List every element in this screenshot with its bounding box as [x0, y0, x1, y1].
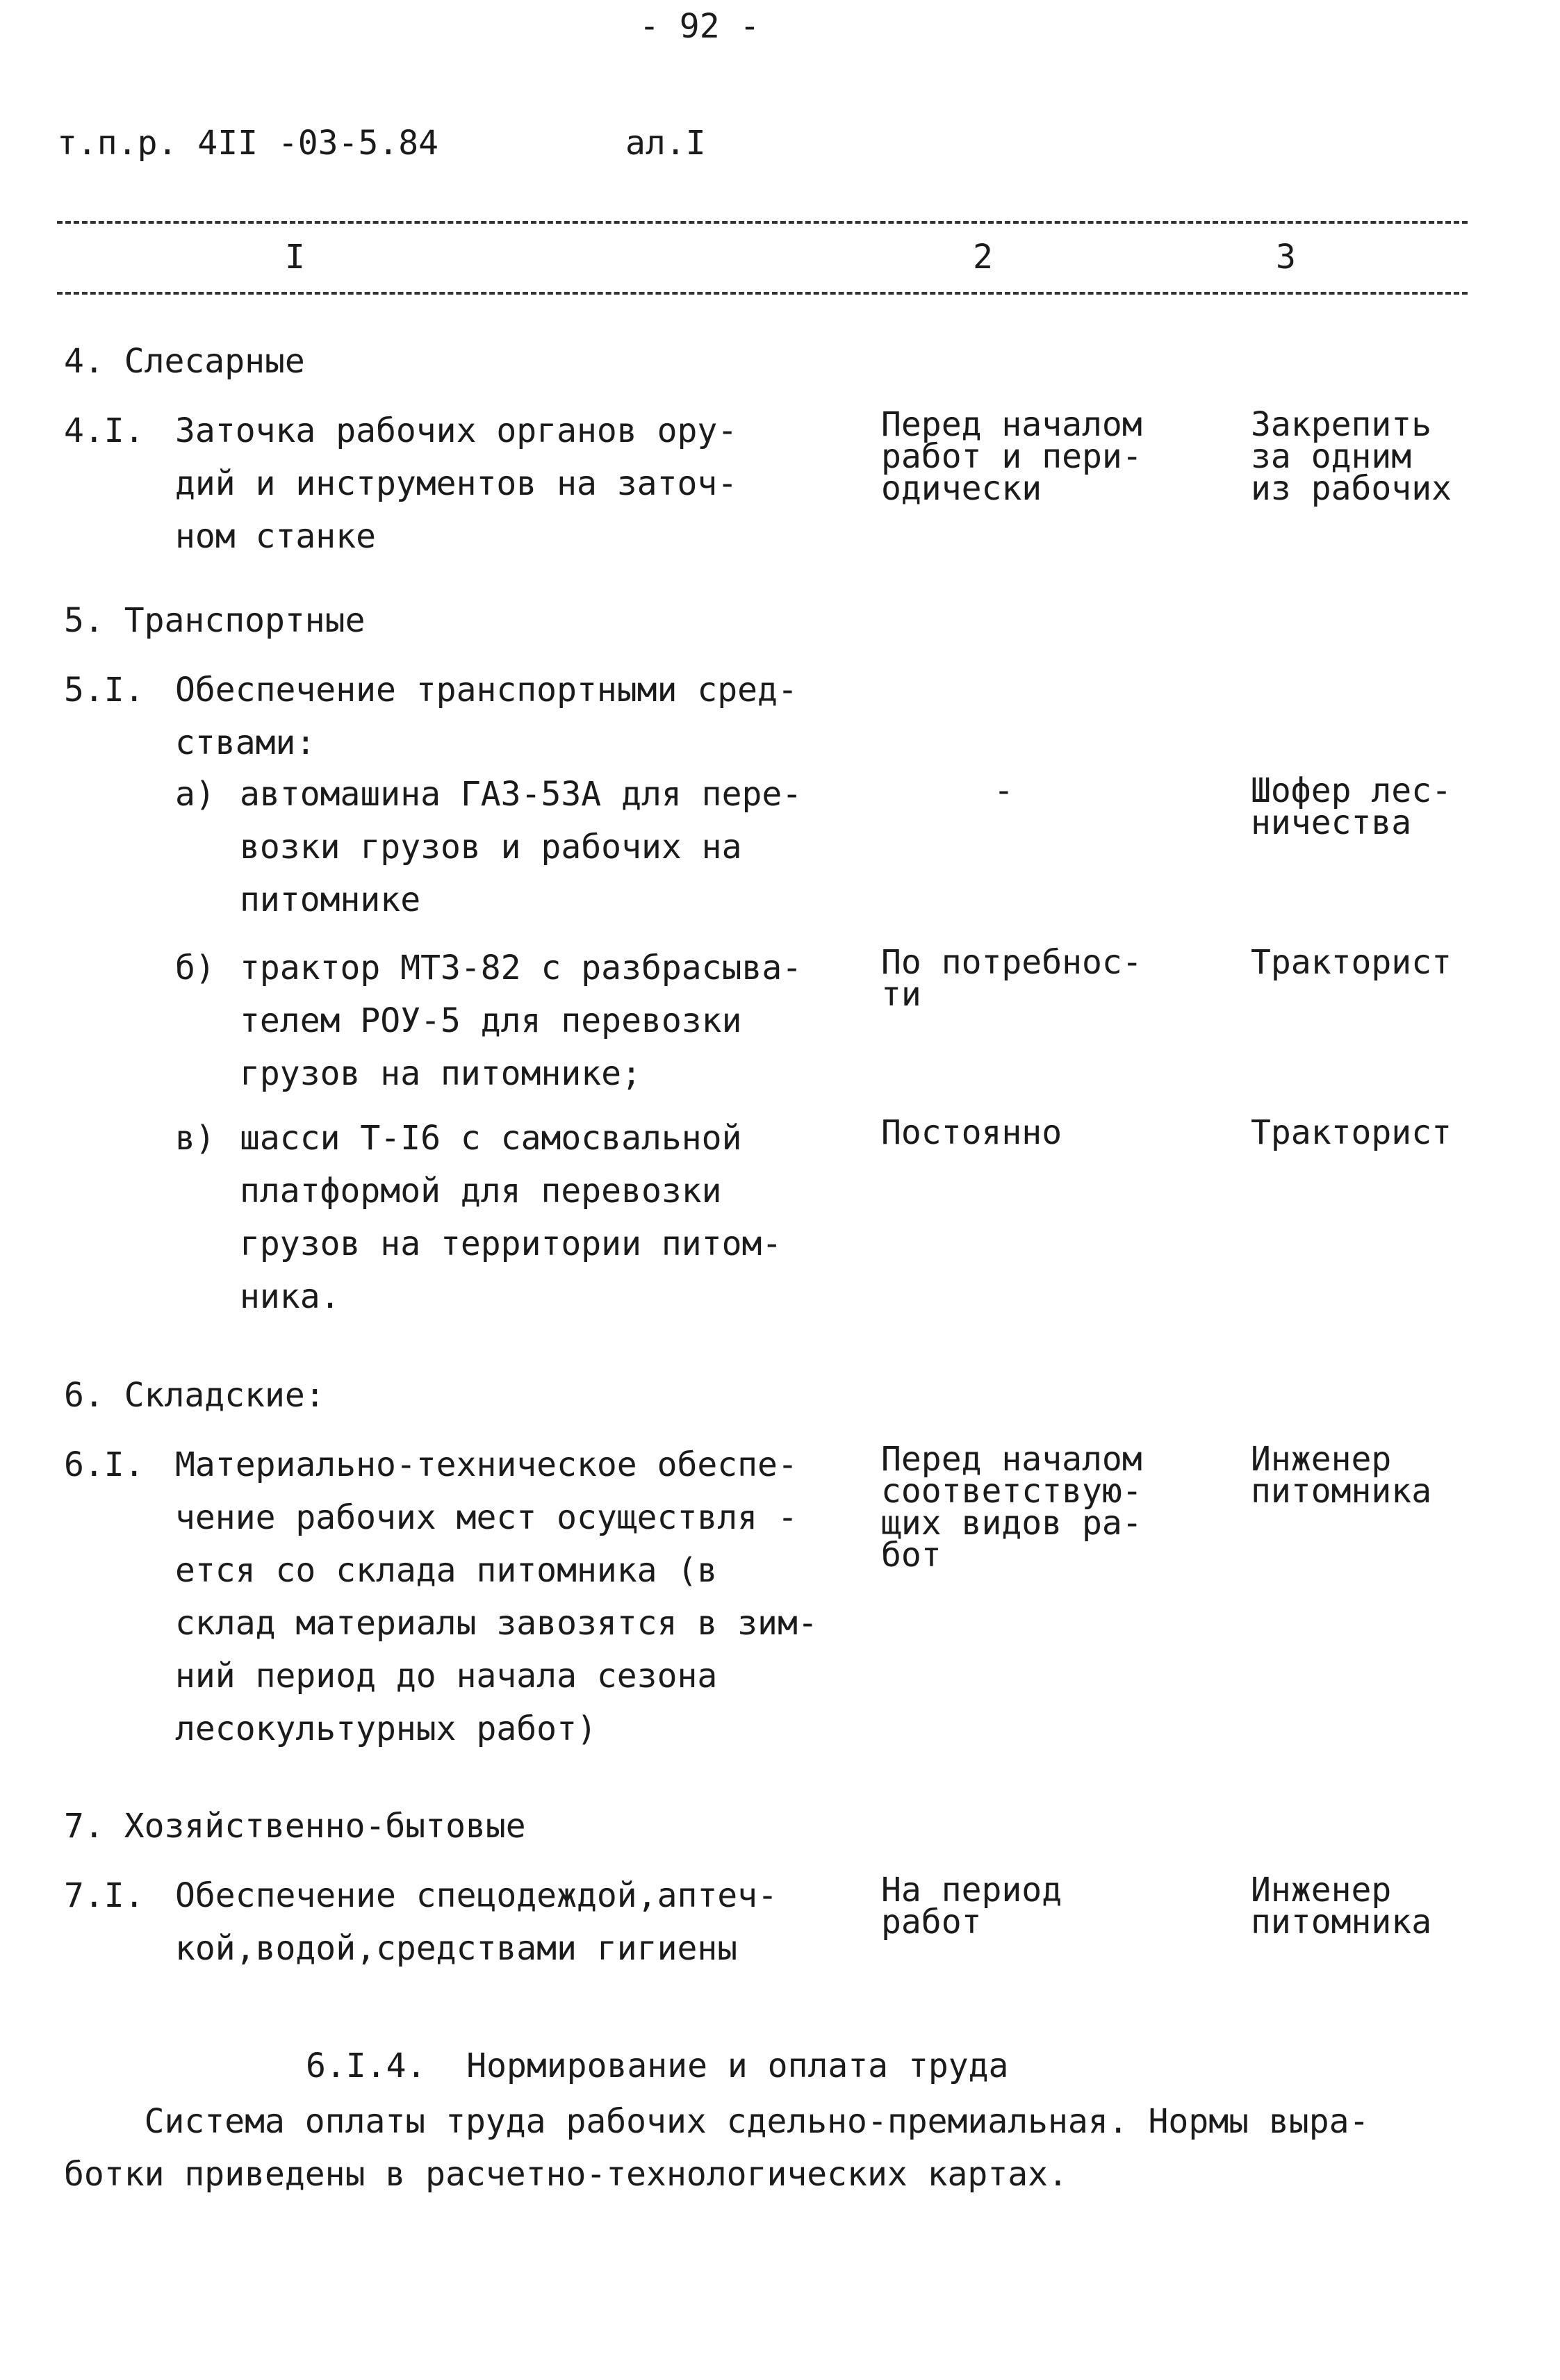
- responsible: Инженер питомника: [1251, 1440, 1432, 1511]
- item-marker: б): [175, 949, 215, 987]
- work-description: Обеспечение спецодеждой,аптеч- кой,водой,средствами гигиены: [175, 1876, 778, 1968]
- row-number: 4.I.: [64, 411, 145, 450]
- body-paragraph: Система оплаты труда рабочих сдельно-премиальная. Нормы выра- ботки приведены в расчетно-технологических картах.: [64, 2102, 1370, 2194]
- responsible: Закрепить за одним из рабочих: [1251, 405, 1452, 508]
- work-description: трактор МТЗ-82 с разбрасыва- телем РОУ-5 для перевозки грузов на питомнике;: [240, 949, 803, 1093]
- work-description: Обеспечение транспортными сред- ствами:: [175, 671, 798, 762]
- row-number: 5.I.: [64, 671, 145, 709]
- work-description: автомашина ГАЗ-53А для пере- возки грузов и рабочих на питомнике: [240, 775, 803, 919]
- timing: На период работ: [881, 1871, 1062, 1942]
- item-marker: в): [175, 1119, 215, 1158]
- timing: Перед началом соответствую- щих видов ра- бот: [881, 1440, 1142, 1575]
- responsible: Тракторист: [1251, 943, 1452, 982]
- table-top-rule: [57, 221, 1468, 224]
- responsible: Шофер лес- ничества: [1251, 771, 1452, 842]
- section-4-title: 4. Слесарные: [64, 342, 305, 381]
- work-description: шасси Т-I6 с самосвальной платформой для перевозки грузов на территории питом- ника.: [240, 1119, 782, 1316]
- column-header-1: I: [285, 238, 305, 277]
- sheet-label: ал.I: [625, 124, 706, 163]
- responsible: Инженер питомника: [1251, 1871, 1432, 1942]
- column-header-2: 2: [973, 238, 993, 277]
- section-7-title: 7. Хозяйственно-бытовые: [64, 1807, 526, 1846]
- timing: Постоянно: [881, 1113, 1062, 1152]
- timing: -: [994, 771, 1014, 810]
- timing: Перед началом работ и пери- одически: [881, 405, 1142, 508]
- row-number: 6.I.: [64, 1445, 145, 1484]
- document-reference: т.п.р. 4II -03-5.84: [57, 124, 439, 163]
- row-number: 7.I.: [64, 1876, 145, 1915]
- subsection-heading: 6.I.4. Нормирование и оплата труда: [306, 2046, 1009, 2085]
- table-header-rule: [57, 292, 1468, 295]
- work-description: Заточка рабочих органов ору- дий и инструментов на заточ- ном станке: [175, 411, 738, 556]
- section-6-title: 6. Складские:: [64, 1376, 325, 1415]
- section-5-title: 5. Транспортные: [64, 601, 366, 640]
- item-marker: а): [175, 775, 215, 814]
- timing: По потребнос- ти: [881, 943, 1142, 1014]
- work-description: Материально-техническое обеспе- чение рабочих мест осуществля - ется со склада питомника (в склад материалы завозятся в зим- ний период до начала сезона лесокультурных работ): [175, 1445, 818, 1748]
- page-number: - 92 -: [639, 7, 760, 46]
- responsible: Тракторист: [1251, 1113, 1452, 1152]
- column-header-3: 3: [1276, 238, 1296, 277]
